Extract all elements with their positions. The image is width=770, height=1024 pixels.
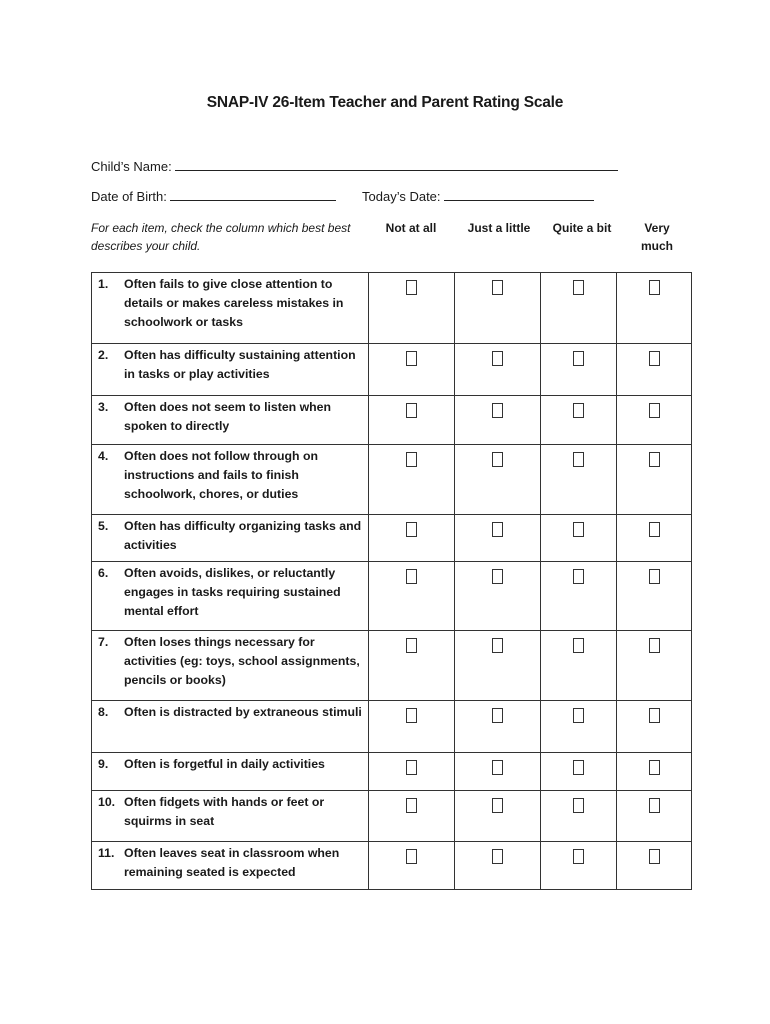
rating-cell-very-much (617, 515, 692, 562)
item-text (92, 842, 368, 882)
today-date-field (362, 188, 594, 204)
item-text (92, 445, 368, 504)
rating-table (91, 272, 692, 890)
checkbox-quite-a-bit[interactable] (573, 708, 584, 723)
checkbox-very-much[interactable] (649, 849, 660, 864)
checkbox-not-at-all[interactable] (406, 760, 417, 775)
item-text (92, 562, 368, 621)
checkbox-just-a-little[interactable] (492, 798, 503, 813)
rating-cell-very-much (617, 791, 692, 842)
rating-cell-very-much (617, 273, 692, 344)
checkbox-very-much[interactable] (649, 522, 660, 537)
rating-cell-quite-a-bit (541, 515, 617, 562)
item-text (92, 631, 368, 690)
item-number: 3. (98, 400, 109, 414)
rating-cell-quite-a-bit (541, 842, 617, 890)
checkbox-not-at-all[interactable] (406, 522, 417, 537)
checkbox-just-a-little[interactable] (492, 849, 503, 864)
instructions: For each item, check the column which best best describes your child. (91, 221, 351, 253)
checkbox-very-much[interactable] (649, 708, 660, 723)
item-cell (92, 631, 369, 701)
item-text (92, 344, 368, 384)
item-text (92, 273, 368, 332)
rating-cell-just-a-little (455, 344, 541, 396)
checkbox-just-a-little[interactable] (492, 760, 503, 775)
item-number: 1. (98, 277, 109, 291)
checkbox-very-much[interactable] (649, 280, 660, 295)
table-row (92, 753, 692, 791)
item-number: 11. (98, 846, 115, 860)
today-date-input[interactable] (444, 188, 594, 201)
child-name-input[interactable] (175, 158, 618, 171)
checkbox-just-a-little[interactable] (492, 638, 503, 653)
col-header-quite-a-bit: Quite a bit (552, 221, 612, 235)
rating-cell-very-much (617, 842, 692, 890)
rating-cell-very-much (617, 631, 692, 701)
checkbox-very-much[interactable] (649, 638, 660, 653)
checkbox-very-much[interactable] (649, 403, 660, 418)
checkbox-just-a-little[interactable] (492, 351, 503, 366)
item-label: Often leaves seat in classroom when remaining seated is expected (124, 846, 340, 879)
item-number: 9. (98, 757, 109, 771)
item-number: 7. (98, 635, 109, 649)
rating-cell-quite-a-bit (541, 791, 617, 842)
rating-cell-quite-a-bit (541, 445, 617, 515)
item-cell (92, 842, 369, 890)
table-row (92, 515, 692, 562)
item-number: 10. (98, 795, 116, 809)
checkbox-quite-a-bit[interactable] (573, 849, 584, 864)
checkbox-not-at-all[interactable] (406, 708, 417, 723)
item-number: 5. (98, 519, 109, 533)
rating-cell-not-at-all (369, 562, 455, 631)
rating-cell-very-much (617, 701, 692, 753)
rating-cell-not-at-all (369, 445, 455, 515)
rating-cell-not-at-all (369, 396, 455, 445)
rating-cell-quite-a-bit (541, 753, 617, 791)
page-title: SNAP-IV 26-Item Teacher and Parent Rating Scale (206, 94, 564, 111)
rating-cell-very-much (617, 396, 692, 445)
checkbox-very-much[interactable] (649, 569, 660, 584)
checkbox-not-at-all[interactable] (406, 569, 417, 584)
item-label: Often has difficulty organizing tasks and activities (124, 519, 362, 552)
checkbox-very-much[interactable] (649, 760, 660, 775)
checkbox-quite-a-bit[interactable] (573, 452, 584, 467)
rating-cell-just-a-little (455, 396, 541, 445)
checkbox-not-at-all[interactable] (406, 849, 417, 864)
checkbox-just-a-little[interactable] (492, 452, 503, 467)
item-label: Often does not seem to listen when spoken to directly (124, 400, 332, 433)
table-row (92, 562, 692, 631)
checkbox-just-a-little[interactable] (492, 403, 503, 418)
rating-cell-very-much (617, 753, 692, 791)
child-name-field (91, 158, 618, 174)
rating-cell-quite-a-bit (541, 344, 617, 396)
table-row (92, 344, 692, 396)
item-cell (92, 753, 369, 791)
item-label: Often is forgetful in daily activities (124, 757, 325, 771)
item-text (92, 701, 368, 722)
rating-cell-quite-a-bit (541, 396, 617, 445)
checkbox-not-at-all[interactable] (406, 452, 417, 467)
rating-cell-not-at-all (369, 753, 455, 791)
item-label: Often avoids, dislikes, or reluctantly engages in tasks requiring sustained mental effort (124, 566, 341, 618)
checkbox-not-at-all[interactable] (406, 638, 417, 653)
checkbox-not-at-all[interactable] (406, 798, 417, 813)
item-number: 8. (98, 705, 109, 719)
rating-cell-just-a-little (455, 701, 541, 753)
checkbox-quite-a-bit[interactable] (573, 351, 584, 366)
item-label: Often does not follow through on instructions and fails to finish schoolwork, chores, or duties (124, 449, 318, 501)
item-cell (92, 701, 369, 753)
checkbox-not-at-all[interactable] (406, 403, 417, 418)
item-cell (92, 515, 369, 562)
checkbox-not-at-all[interactable] (406, 351, 417, 366)
checkbox-just-a-little[interactable] (492, 280, 503, 295)
dob-label: Date of Birth: (91, 189, 167, 204)
item-cell (92, 562, 369, 631)
table-row (92, 396, 692, 445)
checkbox-quite-a-bit[interactable] (573, 280, 584, 295)
item-number: 4. (98, 449, 109, 463)
item-cell (92, 445, 369, 515)
rating-cell-just-a-little (455, 842, 541, 890)
table-row (92, 791, 692, 842)
checkbox-quite-a-bit[interactable] (573, 638, 584, 653)
item-text (92, 791, 368, 831)
rating-cell-quite-a-bit (541, 701, 617, 753)
col-header-just-a-little: Just a little (467, 221, 531, 235)
item-label: Often fails to give close attention to details or makes careless mistakes in schoolwork or tasks (124, 277, 344, 329)
checkbox-not-at-all[interactable] (406, 280, 417, 295)
rating-cell-very-much (617, 562, 692, 631)
checkbox-quite-a-bit[interactable] (573, 569, 584, 584)
table-row (92, 701, 692, 753)
checkbox-very-much[interactable] (649, 351, 660, 366)
table-row (92, 842, 692, 890)
item-text (92, 396, 368, 436)
checkbox-quite-a-bit[interactable] (573, 522, 584, 537)
item-label: Often fidgets with hands or feet or squirms in seat (124, 795, 325, 828)
rating-cell-just-a-little (455, 753, 541, 791)
rating-cell-not-at-all (369, 791, 455, 842)
checkbox-quite-a-bit[interactable] (573, 798, 584, 813)
rating-cell-just-a-little (455, 562, 541, 631)
checkbox-just-a-little[interactable] (492, 569, 503, 584)
rating-cell-very-much (617, 445, 692, 515)
rating-cell-just-a-little (455, 273, 541, 344)
child-name-label: Child’s Name: (91, 159, 172, 174)
dob-input[interactable] (170, 188, 336, 201)
rating-cell-not-at-all (369, 842, 455, 890)
item-text (92, 753, 368, 774)
checkbox-very-much[interactable] (649, 452, 660, 467)
rating-cell-very-much (617, 344, 692, 396)
rating-cell-quite-a-bit (541, 631, 617, 701)
rating-cell-not-at-all (369, 631, 455, 701)
rating-cell-quite-a-bit (541, 273, 617, 344)
rating-cell-just-a-little (455, 515, 541, 562)
dob-field (91, 188, 336, 204)
rating-cell-just-a-little (455, 631, 541, 701)
item-cell (92, 791, 369, 842)
rating-cell-just-a-little (455, 791, 541, 842)
checkbox-just-a-little[interactable] (492, 522, 503, 537)
table-row (92, 273, 692, 344)
rating-cell-quite-a-bit (541, 562, 617, 631)
item-text (92, 515, 368, 555)
checkbox-just-a-little[interactable] (492, 708, 503, 723)
item-number: 6. (98, 566, 109, 580)
table-row (92, 631, 692, 701)
today-date-label: Today’s Date: (362, 189, 441, 204)
item-label: Often is distracted by extraneous stimuli (124, 705, 362, 719)
item-cell (92, 396, 369, 445)
item-label: Often loses things necessary for activities (eg: toys, school assignments, pencils or books) (124, 635, 360, 687)
rating-cell-not-at-all (369, 515, 455, 562)
col-header-very-much: Very much (640, 221, 673, 253)
checkbox-quite-a-bit[interactable] (573, 760, 584, 775)
item-cell (92, 273, 369, 344)
table-row (92, 445, 692, 515)
rating-cell-not-at-all (369, 344, 455, 396)
rating-cell-not-at-all (369, 273, 455, 344)
item-number: 2. (98, 348, 109, 362)
checkbox-very-much[interactable] (649, 798, 660, 813)
rating-cell-not-at-all (369, 701, 455, 753)
rating-cell-just-a-little (455, 445, 541, 515)
col-header-not-at-all: Not at all (385, 221, 437, 235)
item-cell (92, 344, 369, 396)
item-label: Often has difficulty sustaining attention in tasks or play activities (124, 348, 356, 381)
checkbox-quite-a-bit[interactable] (573, 403, 584, 418)
